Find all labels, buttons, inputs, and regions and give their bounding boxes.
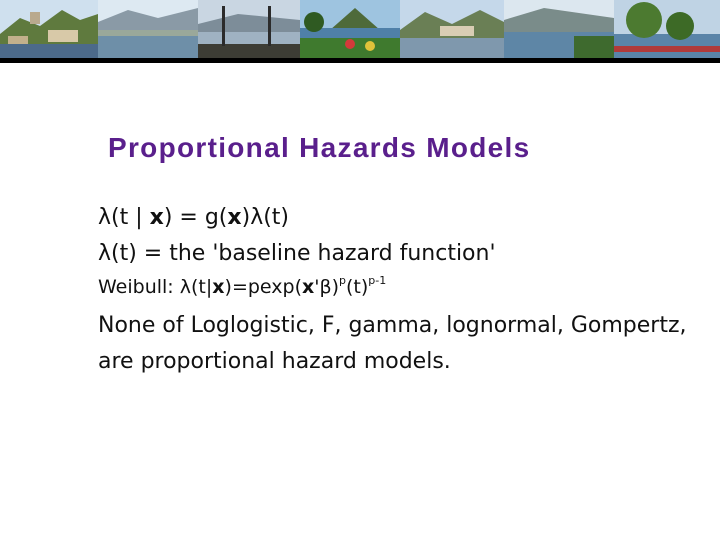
non-ph-models-line-cont: are proportional hazard models. [98, 349, 451, 374]
lakeside-trees-photo [614, 0, 720, 58]
lake-bay-photo [504, 0, 614, 58]
banner-divider [0, 58, 720, 63]
garden-lake-photo [300, 0, 400, 58]
non-ph-models-line: None of Loglogistic, F, gamma, lognormal, Gompertz, [98, 313, 687, 338]
weibull-line: Weibull: $\lambda(t|x)=pexp(x'\beta)^p(t)^{p-1}$ [98, 274, 387, 298]
hazard-formula-line: λ(t | x) = g(x)λ(t) [98, 205, 290, 230]
slide-title: Proportional Hazards Models [108, 132, 531, 163]
lake-promenade-photo [198, 0, 300, 58]
photo-banner [0, 0, 720, 58]
lake-view-photo [400, 0, 504, 58]
hilltop-town-photo [0, 0, 98, 58]
baseline-hazard-line: λ(t) = the 'baseline hazard function' [98, 241, 496, 266]
lakeside-town-photo [98, 0, 198, 58]
slide-body [98, 200, 698, 380]
